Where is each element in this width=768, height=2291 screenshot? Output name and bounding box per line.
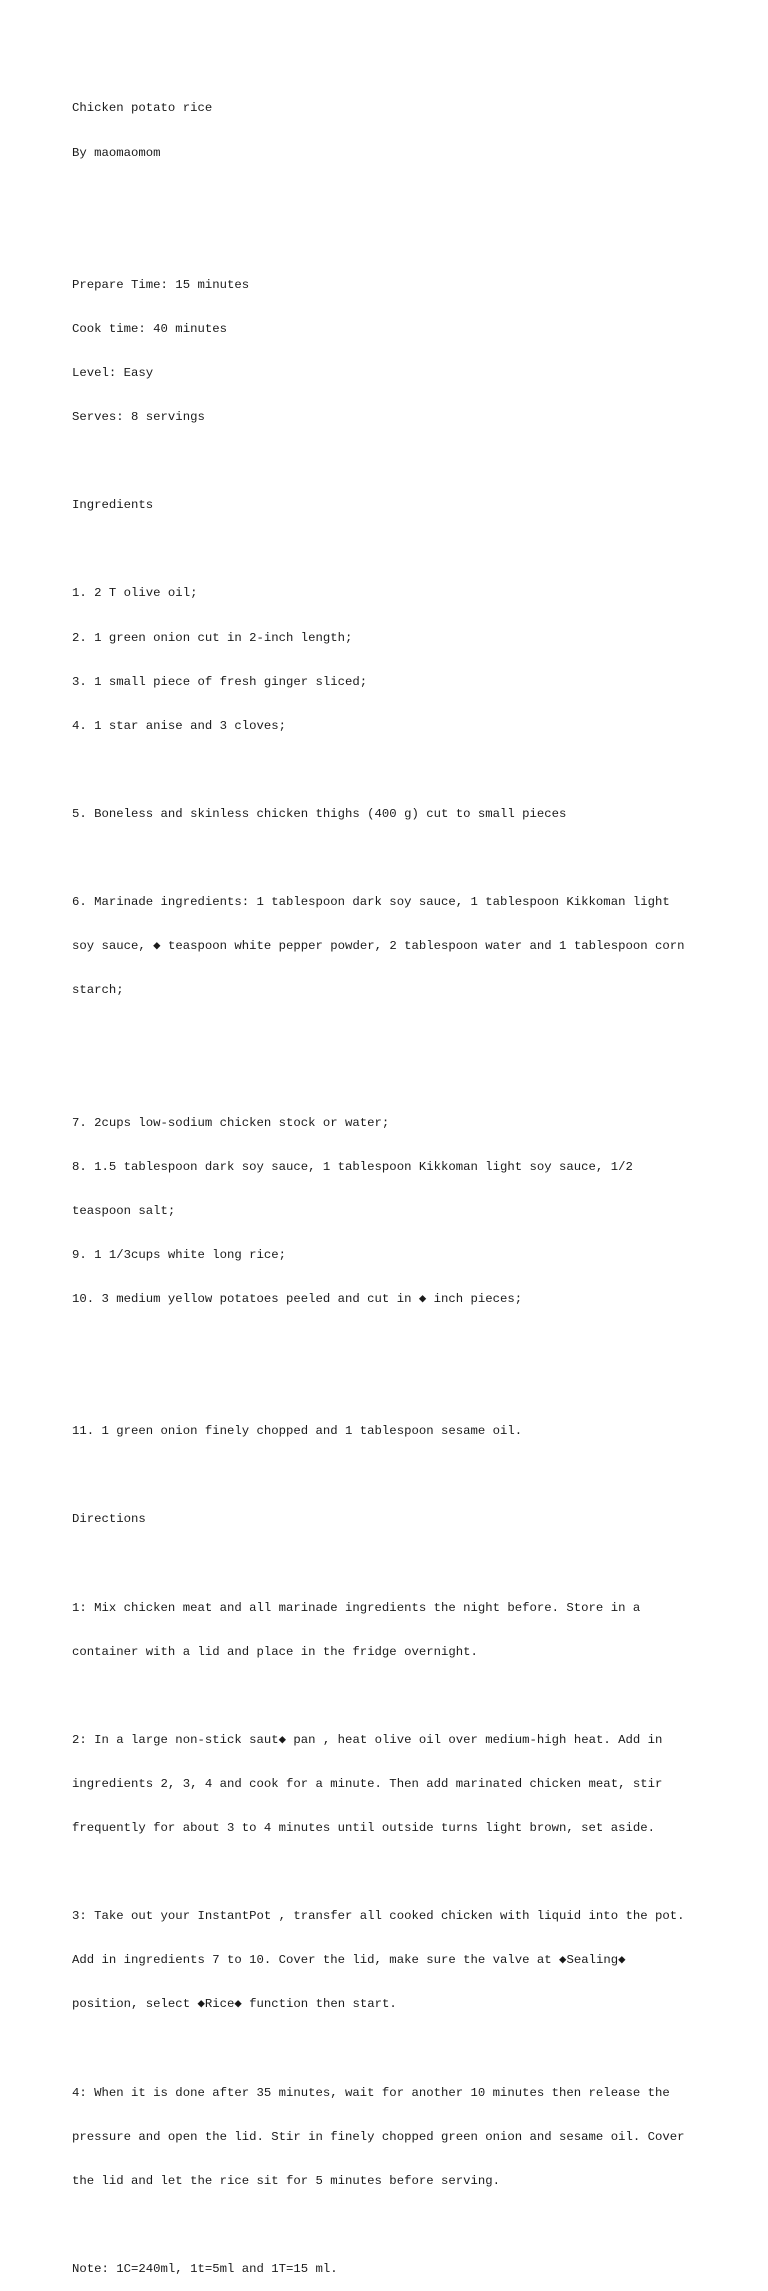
recipe-document [72,72,712,2291]
ingredient-item-continued: starch; [72,983,124,998]
blank-line [72,851,712,866]
direction-step: 2: In a large non-stick saut◆ pan , heat olive oil over medium-high heat. Add in [72,1732,663,1747]
ingredient-item: 6. Marinade ingredients: 1 tablespoon dark soy sauce, 1 tablespoon Kikkoman light [72,895,670,910]
direction-step-continued: container with a lid and place in the fridge overnight. [72,1644,478,1659]
direction-step: 1: Mix chicken meat and all marinade ingredients the night before. Store in a [72,1600,641,1615]
direction-step-continued: pressure and open the lid. Stir in finely chopped green onion and sesame oil. Cover [72,2129,685,2144]
blank-line [72,1380,712,1395]
note: Note: 1C=240ml, 1t=5ml and 1T=15 ml. [72,2262,338,2276]
direction-step-continued: Add in ingredients 7 to 10. Cover the lid, make sure the valve at ◆Sealing◆ [72,1953,626,1968]
blank-line [72,763,712,778]
recipe-title: Chicken potato rice [72,101,213,116]
blank-line [72,1027,712,1042]
direction-step-continued: position, select ◆Rice◆ function then start. [72,1997,397,2012]
blank-line [72,234,712,249]
blank-line [72,1468,712,1483]
blank-line [72,1689,712,1704]
blank-line [72,190,712,205]
blank-line [72,1071,712,1086]
ingredient-item: 2. 1 green onion cut in 2-inch length; [72,630,353,645]
ingredient-item: 11. 1 green onion finely chopped and 1 tablespoon sesame oil. [72,1424,523,1439]
ingredients-heading: Ingredients [72,498,154,513]
blank-line [72,1336,712,1351]
direction-step-continued: frequently for about 3 to 4 minutes until outside turns light brown, set aside. [72,1821,655,1836]
ingredient-item: 1. 2 T olive oil; [72,586,198,601]
level: Level: Easy [72,365,154,380]
blank-line [72,2042,712,2057]
ingredient-item-continued: teaspoon salt; [72,1203,176,1218]
ingredient-item: 3. 1 small piece of fresh ginger sliced; [72,674,368,689]
blank-line [72,542,712,557]
directions-heading: Directions [72,1512,146,1527]
ingredient-item: 9. 1 1/3cups white long rice; [72,1247,287,1262]
ingredient-item: 5. Boneless and skinless chicken thighs (400 g) cut to small pieces [72,806,567,821]
ingredient-item: 10. 3 medium yellow potatoes peeled and cut in ◆ inch pieces; [72,1291,523,1306]
direction-step-continued: ingredients 2, 3, 4 and cook for a minute. Then add marinated chicken meat, stir [72,1776,663,1791]
blank-line [72,1865,712,1880]
serves: Serves: 8 servings [72,410,205,425]
prepare-time: Prepare Time: 15 minutes [72,277,250,292]
ingredient-item-continued: soy sauce, ◆ teaspoon white pepper powder, 2 tablespoon water and 1 tablespoon corn [72,939,685,954]
cook-time: Cook time: 40 minutes [72,321,227,336]
blank-line [72,2218,712,2233]
direction-step: 3: Take out your InstantPot , transfer all cooked chicken with liquid into the pot. [72,1909,685,1924]
blank-line [72,1557,712,1572]
blank-line [72,454,712,469]
recipe-author: By maomaomom [72,145,161,160]
direction-step-continued: the lid and let the rice sit for 5 minutes before serving. [72,2173,501,2188]
ingredient-item: 4. 1 star anise and 3 cloves; [72,718,287,733]
direction-step: 4: When it is done after 35 minutes, wait for another 10 minutes then release the [72,2085,670,2100]
ingredient-item: 7. 2cups low-sodium chicken stock or water; [72,1115,390,1130]
ingredient-item: 8. 1.5 tablespoon dark soy sauce, 1 tablespoon Kikkoman light soy sauce, 1/2 [72,1159,633,1174]
